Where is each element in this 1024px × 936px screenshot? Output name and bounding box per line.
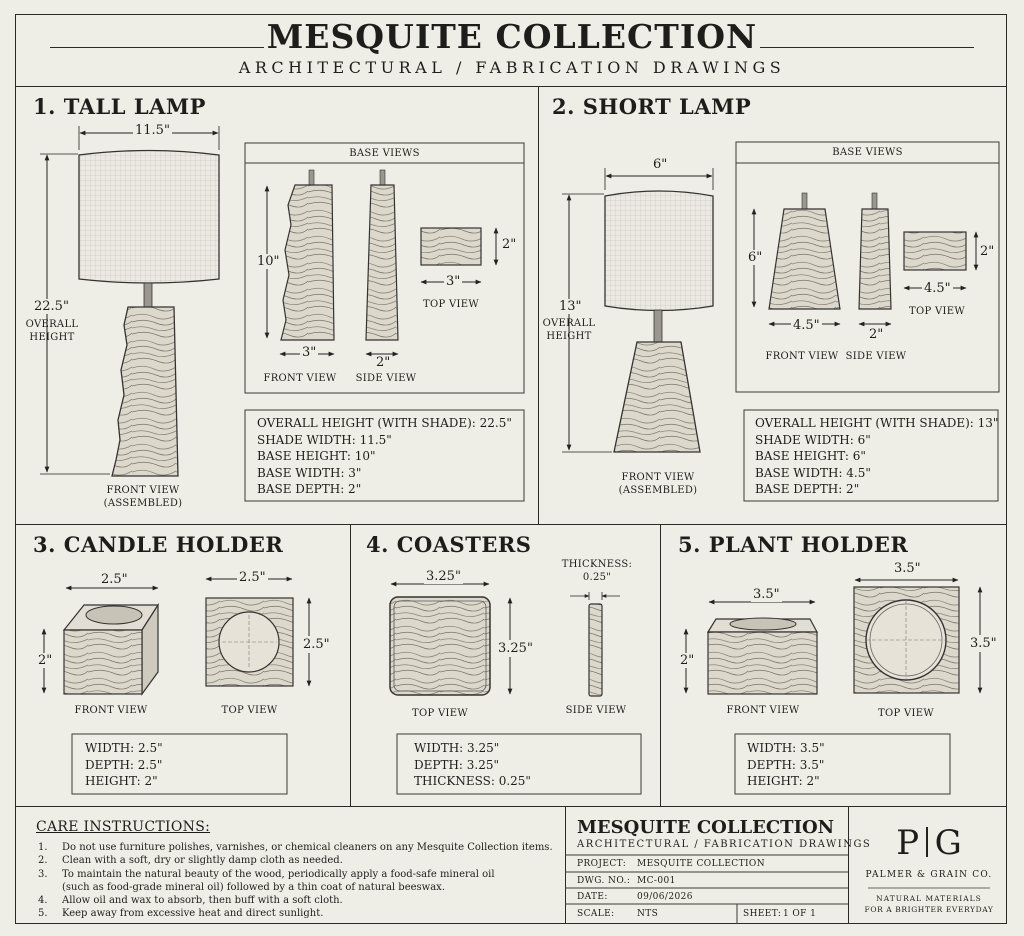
- sheet-label: SHEET:: [743, 909, 782, 919]
- monogram-left: P: [896, 823, 920, 863]
- candle-holder-specs: [85, 740, 163, 790]
- project-label: PROJECT:: [577, 859, 627, 869]
- project-value: MESQUITE COLLECTION: [637, 859, 765, 869]
- care-item: 4. Allow oil and wax to absorb, then buff with a soft cloth.: [38, 895, 343, 907]
- short-lamp-base-width: 4.5": [793, 318, 820, 333]
- spec-line: OVERALL HEIGHT (WITH SHADE): 13": [755, 416, 999, 430]
- short-lamp-title: 2. SHORT LAMP: [552, 94, 752, 119]
- page-title: MESQUITE COLLECTION: [266, 17, 758, 56]
- tall-lamp-side-view: SIDE VIEW: [355, 373, 417, 384]
- candle-holder-drawing: [44, 579, 309, 794]
- tall-lamp-shade-width: 11.5": [135, 123, 170, 138]
- tall-lamp-top-depth: 2": [502, 237, 517, 252]
- spec-line: BASE DEPTH: 2": [257, 482, 362, 496]
- tall-lamp-base-height: 10": [257, 254, 280, 269]
- plant-top-view: TOP VIEW: [878, 708, 934, 719]
- monogram-divider: [926, 827, 928, 857]
- tall-lamp-front-view: FRONT VIEW: [263, 373, 337, 384]
- spec-line: HEIGHT: 2": [85, 774, 158, 788]
- spec-line: SHADE WIDTH: 11.5": [257, 432, 392, 447]
- plant-top-width: 3.5": [894, 561, 921, 576]
- monogram-right: G: [934, 823, 962, 863]
- title-block-subtitle: ARCHITECTURAL / FABRICATION DRAWINGS: [577, 839, 872, 850]
- spec-line: WIDTH: 2.5": [85, 741, 163, 755]
- spec-line: OVERALL HEIGHT (WITH SHADE): 22.5": [257, 416, 512, 430]
- spec-line: DEPTH: 2.5": [85, 757, 163, 772]
- date-value: 09/06/2026: [637, 892, 693, 902]
- brand-tagline-1: NATURAL MATERIALS: [876, 894, 982, 903]
- page-subtitle: ARCHITECTURAL / FABRICATION DRAWINGS: [238, 58, 786, 77]
- plant-front-width: 3.5": [753, 587, 780, 602]
- short-lamp-base-depth: 2": [869, 327, 884, 342]
- care-item: 2. Clean with a soft, dry or slightly damp cloth as needed.: [38, 855, 343, 867]
- plant-holder-title: 5. PLANT HOLDER: [678, 532, 909, 557]
- short-lamp-base-height: 6": [748, 250, 763, 265]
- care-item: 3. To maintain the natural beauty of the wood, periodically apply a food-safe mineral oil: [38, 868, 495, 880]
- tall-lamp-base-width: 3": [302, 345, 317, 360]
- short-lamp-specs: [755, 415, 998, 498]
- scale-label: SCALE:: [577, 909, 615, 919]
- short-lamp-front-view: FRONT VIEW: [765, 351, 839, 362]
- short-lamp-side-view: SIDE VIEW: [845, 351, 907, 362]
- plant-top-depth: 3.5": [970, 636, 997, 651]
- spec-line: BASE DEPTH: 2": [755, 482, 860, 496]
- spec-line: THICKNESS: 0.25": [414, 774, 531, 788]
- short-lamp-overall-height: 13": [559, 299, 582, 314]
- candle-top-view: TOP VIEW: [221, 705, 278, 716]
- coaster-thickness-label: THICKNESS:: [561, 559, 633, 570]
- dwg-label: DWG. NO.:: [577, 876, 631, 886]
- spec-line: DEPTH: 3.5": [747, 757, 825, 772]
- plant-holder-specs: [747, 740, 825, 790]
- short-lamp-overall-height-label: OVERALL HEIGHT: [542, 318, 596, 342]
- tall-lamp-overall-height-label: OVERALL HEIGHT: [25, 319, 79, 343]
- spec-line: BASE WIDTH: 3": [257, 465, 362, 480]
- candle-front-view: FRONT VIEW: [74, 705, 148, 716]
- brand-tagline-2: FOR A BRIGHTER EVERYDAY: [864, 905, 994, 914]
- candle-front-width: 2.5": [101, 572, 128, 587]
- spec-line: DEPTH: 3.25": [414, 757, 500, 772]
- coasters-specs: [414, 740, 531, 790]
- spec-line: SHADE WIDTH: 6": [755, 432, 871, 447]
- tall-lamp-top-view: TOP VIEW: [423, 299, 479, 310]
- care-instructions-list: [38, 841, 553, 921]
- candle-front-height: 2": [38, 653, 53, 668]
- short-lamp-top-view: TOP VIEW: [909, 306, 965, 317]
- sheet-value: 1 OF 1: [783, 909, 817, 919]
- tall-lamp-front-view-label: FRONT VIEW (ASSEMBLED): [103, 485, 183, 509]
- candle-top-depth: 2.5": [303, 637, 330, 652]
- dwg-value: MC-001: [637, 876, 676, 886]
- title-block-title: MESQUITE COLLECTION: [577, 817, 835, 838]
- spec-line: BASE HEIGHT: 10": [257, 449, 376, 463]
- coaster-top-depth: 3.25": [498, 641, 533, 656]
- short-lamp-top-width: 4.5": [924, 281, 951, 296]
- tall-lamp-title: 1. TALL LAMP: [33, 94, 206, 119]
- coaster-top-view: TOP VIEW: [412, 708, 468, 719]
- scale-value: NTS: [637, 909, 659, 919]
- spec-line: HEIGHT: 2": [747, 774, 820, 788]
- tall-lamp-overall-height: 22.5": [34, 299, 69, 314]
- plant-holder-drawing: [686, 580, 980, 794]
- date-label: DATE:: [577, 892, 608, 902]
- candle-holder-title: 3. CANDLE HOLDER: [33, 532, 284, 557]
- tall-lamp-top-width: 3": [446, 274, 461, 289]
- spec-line: WIDTH: 3.5": [747, 741, 825, 755]
- tall-lamp-base-views-label: BASE VIEWS: [349, 148, 420, 159]
- short-lamp-shade-width: 6": [653, 157, 668, 172]
- spec-line: BASE WIDTH: 4.5": [755, 465, 871, 480]
- tall-lamp-specs: [257, 415, 512, 498]
- spec-line: WIDTH: 3.25": [414, 741, 500, 755]
- coaster-thickness: 0.25": [582, 572, 612, 583]
- care-item: 5. Keep away from excessive heat and direct sunlight.: [38, 908, 324, 920]
- care-instructions-title: CARE INSTRUCTIONS:: [36, 819, 211, 835]
- short-lamp-base-views-label: BASE VIEWS: [832, 147, 903, 158]
- candle-top-width: 2.5": [239, 570, 266, 585]
- tall-lamp-base-depth: 2": [376, 355, 391, 370]
- short-lamp-front-view-label: FRONT VIEW (ASSEMBLED): [618, 472, 698, 496]
- care-item: 1. Do not use furniture polishes, varnishes, or chemical cleaners on any Mesquite Collection items.: [38, 842, 553, 853]
- plant-front-view: FRONT VIEW: [726, 705, 800, 716]
- brand-name: PALMER & GRAIN CO.: [865, 870, 993, 880]
- brand-monogram: [868, 824, 990, 862]
- coasters-title: 4. COASTERS: [366, 532, 532, 557]
- care-item-continued: (such as food-grade mineral oil) followed by a thin coat of natural beeswax.: [62, 881, 445, 893]
- short-lamp-top-depth: 2": [980, 244, 995, 259]
- plant-front-height: 2": [680, 653, 695, 668]
- spec-line: BASE HEIGHT: 6": [755, 449, 866, 463]
- coaster-top-width: 3.25": [426, 569, 461, 584]
- coaster-side-view: SIDE VIEW: [565, 705, 627, 716]
